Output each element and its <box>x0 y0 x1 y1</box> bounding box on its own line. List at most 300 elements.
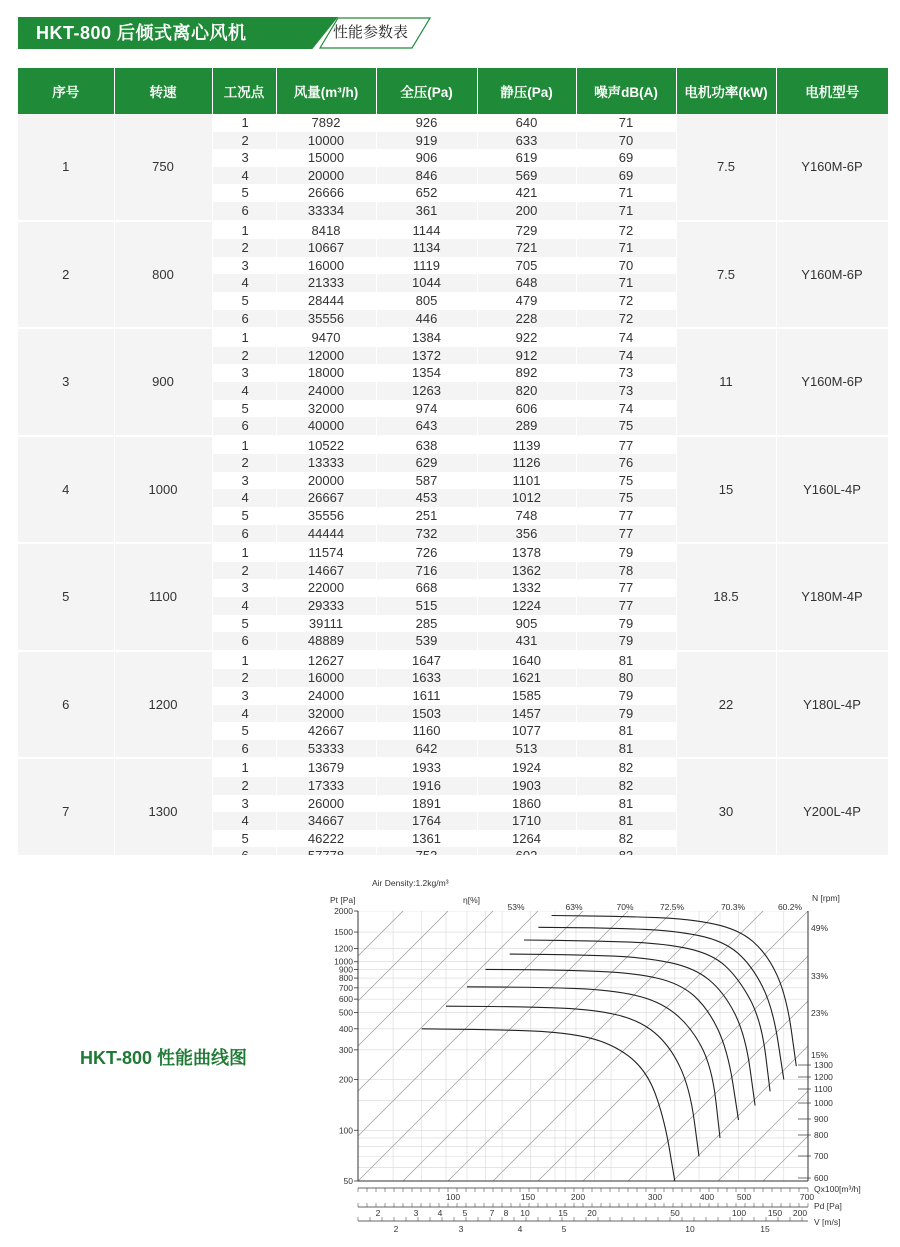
operating-point-cell: 5 <box>212 292 276 310</box>
table-row <box>18 328 888 347</box>
y-tick-label: 500 <box>338 1007 353 1018</box>
static-pressure-cell: 922 <box>477 328 576 347</box>
airflow-cell: 35556 <box>276 507 376 525</box>
airflow-cell: 26000 <box>276 795 376 813</box>
static-pressure-cell: 705 <box>477 257 576 275</box>
y-tick-label: 50 <box>343 1176 353 1186</box>
total-pressure-cell: 251 <box>376 507 477 525</box>
pd-tick-label: 150 <box>767 1208 783 1218</box>
v-tick-label: 5 <box>561 1224 567 1234</box>
total-pressure-cell: 926 <box>376 114 477 132</box>
y-tick-label: 1000 <box>334 956 353 967</box>
v-tick-label: 10 <box>685 1224 695 1234</box>
static-pressure-cell: 1860 <box>477 795 576 813</box>
total-pressure-cell: 1144 <box>376 221 477 240</box>
noise-cell: 78 <box>576 562 676 580</box>
motor-power-cell: 11 <box>676 328 776 436</box>
table-body <box>18 114 888 866</box>
banner-subtitle-box <box>308 17 431 49</box>
noise-cell: 77 <box>576 436 676 455</box>
airflow-cell: 9470 <box>276 328 376 347</box>
total-pressure-cell: 805 <box>376 292 477 310</box>
noise-cell: 72 <box>576 310 676 329</box>
total-pressure-cell: 643 <box>376 417 477 436</box>
total-pressure-cell: 1503 <box>376 705 477 723</box>
operating-point-cell: 2 <box>212 777 276 795</box>
total-pressure-cell: 974 <box>376 400 477 418</box>
pd-tick-label: 15 <box>558 1208 568 1218</box>
operating-point-cell: 6 <box>212 632 276 651</box>
noise-cell: 77 <box>576 525 676 544</box>
static-pressure-cell: 1101 <box>477 472 576 490</box>
column-header: 序号 <box>18 68 114 114</box>
static-pressure-cell: 820 <box>477 382 576 400</box>
noise-cell: 70 <box>576 257 676 275</box>
airflow-cell: 22000 <box>276 579 376 597</box>
airflow-cell: 8418 <box>276 221 376 240</box>
fan-curve-600 <box>422 1029 675 1181</box>
airflow-cell: 42667 <box>276 722 376 740</box>
fan-curve-1200 <box>538 927 783 1079</box>
v-tick-label: 3 <box>458 1224 464 1234</box>
airflow-cell: 12627 <box>276 651 376 670</box>
noise-cell: 75 <box>576 489 676 507</box>
operating-point-cell: 1 <box>212 651 276 670</box>
motor-power-cell: 7.5 <box>676 114 776 221</box>
noise-cell: 82 <box>576 777 676 795</box>
operating-point-cell: 3 <box>212 364 276 382</box>
motor-power-cell: 22 <box>676 651 776 759</box>
static-pressure-cell: 905 <box>477 615 576 633</box>
operating-point-cell: 3 <box>212 149 276 167</box>
operating-point-cell: 2 <box>212 347 276 365</box>
operating-point-cell: 5 <box>212 830 276 848</box>
group-number-cell: 1 <box>18 114 114 221</box>
static-pressure-cell: 1332 <box>477 579 576 597</box>
noise-cell: 76 <box>576 454 676 472</box>
static-pressure-cell: 729 <box>477 221 576 240</box>
system-line <box>538 911 808 1181</box>
static-pressure-cell: 1077 <box>477 722 576 740</box>
operating-point-cell: 6 <box>212 202 276 221</box>
total-pressure-cell: 732 <box>376 525 477 544</box>
q-tick-label: 200 <box>570 1192 586 1202</box>
total-pressure-cell: 1263 <box>376 382 477 400</box>
speed-tick-label: 900 <box>814 1114 829 1124</box>
static-pressure-cell: 648 <box>477 274 576 292</box>
v-tick-label: 15 <box>760 1224 770 1234</box>
speed-cell: 1300 <box>114 758 212 866</box>
q-tick-label: 500 <box>736 1192 752 1202</box>
motor-power-cell: 15 <box>676 436 776 544</box>
motor-model-cell: Y160M-6P <box>776 221 888 329</box>
airflow-cell: 29333 <box>276 597 376 615</box>
noise-cell: 74 <box>576 328 676 347</box>
airflow-cell: 13333 <box>276 454 376 472</box>
noise-cell: 82 <box>576 758 676 777</box>
efficiency-tick-label: 70.3% <box>720 902 746 912</box>
noise-cell: 81 <box>576 651 676 670</box>
motor-model-cell: Y180L-4P <box>776 651 888 759</box>
performance-table <box>18 68 889 867</box>
noise-cell: 81 <box>576 722 676 740</box>
total-pressure-cell: 642 <box>376 740 477 759</box>
total-pressure-cell: 846 <box>376 167 477 185</box>
motor-model-cell: Y160M-6P <box>776 114 888 221</box>
group-number-cell: 3 <box>18 328 114 436</box>
static-pressure-cell: 569 <box>477 167 576 185</box>
total-pressure-cell: 1160 <box>376 722 477 740</box>
total-pressure-cell: 361 <box>376 202 477 221</box>
table-row <box>18 114 888 132</box>
total-pressure-cell: 726 <box>376 543 477 562</box>
total-pressure-cell: 453 <box>376 489 477 507</box>
operating-point-cell: 4 <box>212 167 276 185</box>
noise-cell: 79 <box>576 543 676 562</box>
static-pressure-cell: 619 <box>477 149 576 167</box>
y-tick-label: 100 <box>338 1125 353 1136</box>
operating-point-cell: 6 <box>212 740 276 759</box>
total-pressure-cell: 1933 <box>376 758 477 777</box>
operating-point-cell: 4 <box>212 382 276 400</box>
column-header: 电机型号 <box>776 68 888 114</box>
pd-tick-label: 5 <box>462 1208 468 1218</box>
static-pressure-cell: 228 <box>477 310 576 329</box>
y-axis-label: Pt [Pa] <box>330 895 356 905</box>
total-pressure-cell: 629 <box>376 454 477 472</box>
static-pressure-cell: 721 <box>477 239 576 257</box>
total-pressure-cell: 1764 <box>376 812 477 830</box>
total-pressure-cell: 1891 <box>376 795 477 813</box>
motor-power-cell: 30 <box>676 758 776 866</box>
total-pressure-cell: 652 <box>376 184 477 202</box>
y-tick-label: 1500 <box>334 927 353 938</box>
static-pressure-cell: 748 <box>477 507 576 525</box>
efficiency-tick-label: 60.2% <box>777 902 803 912</box>
static-pressure-cell: 289 <box>477 417 576 436</box>
airflow-cell: 32000 <box>276 705 376 723</box>
static-pressure-cell: 1585 <box>477 687 576 705</box>
group-number-cell: 7 <box>18 758 114 866</box>
system-line <box>320 911 583 1181</box>
column-header: 全压(Pa) <box>376 68 477 114</box>
y-tick-label: 2000 <box>334 906 353 916</box>
operating-point-cell: 1 <box>212 758 276 777</box>
pd-tick-label: 8 <box>503 1208 509 1218</box>
y-tick-label: 900 <box>338 964 353 975</box>
column-header: 转速 <box>114 68 212 114</box>
power-ratio-label: 33% <box>811 971 829 981</box>
operating-point-cell: 5 <box>212 722 276 740</box>
table-row <box>18 221 888 240</box>
efficiency-tick-label: 53% <box>507 902 525 912</box>
y-tick-label: 700 <box>338 982 353 993</box>
column-header: 静压(Pa) <box>477 68 576 114</box>
total-pressure-cell: 446 <box>376 310 477 329</box>
airflow-cell: 21333 <box>276 274 376 292</box>
total-pressure-cell: 1611 <box>376 687 477 705</box>
noise-cell: 79 <box>576 687 676 705</box>
operating-point-cell: 2 <box>212 239 276 257</box>
pd-axis-label: Pd [Pa] <box>814 1201 842 1211</box>
speed-tick-label: 1100 <box>814 1084 833 1094</box>
table-row <box>18 758 888 777</box>
static-pressure-cell: 1126 <box>477 454 576 472</box>
q-tick-label: 150 <box>520 1192 536 1202</box>
static-pressure-cell: 1139 <box>477 436 576 455</box>
airflow-cell: 13679 <box>276 758 376 777</box>
y-tick-label: 1200 <box>334 943 353 954</box>
airflow-cell: 53333 <box>276 740 376 759</box>
noise-cell: 79 <box>576 632 676 651</box>
system-line <box>493 911 763 1181</box>
group-number-cell: 5 <box>18 543 114 651</box>
static-pressure-cell: 356 <box>477 525 576 544</box>
static-pressure-cell: 200 <box>477 202 576 221</box>
total-pressure-cell: 1916 <box>376 777 477 795</box>
pd-tick-label: 50 <box>670 1208 680 1218</box>
pd-tick-label: 3 <box>413 1208 419 1218</box>
airflow-cell: 10522 <box>276 436 376 455</box>
static-pressure-cell: 421 <box>477 184 576 202</box>
total-pressure-cell: 668 <box>376 579 477 597</box>
y-tick-label: 400 <box>338 1023 353 1034</box>
pd-tick-label: 100 <box>731 1208 747 1218</box>
static-pressure-cell: 633 <box>477 132 576 150</box>
v-tick-label: 2 <box>393 1224 399 1234</box>
operating-point-cell: 3 <box>212 579 276 597</box>
noise-cell: 71 <box>576 274 676 292</box>
airflow-cell: 18000 <box>276 364 376 382</box>
airflow-cell: 28444 <box>276 292 376 310</box>
efficiency-tick-label: 70% <box>616 902 634 912</box>
total-pressure-cell: 1647 <box>376 651 477 670</box>
noise-cell: 75 <box>576 472 676 490</box>
noise-cell: 69 <box>576 167 676 185</box>
airflow-cell: 20000 <box>276 472 376 490</box>
static-pressure-cell: 1012 <box>477 489 576 507</box>
operating-point-cell: 3 <box>212 257 276 275</box>
column-header: 噪声dB(A) <box>576 68 676 114</box>
static-pressure-cell: 1362 <box>477 562 576 580</box>
total-pressure-cell: 1044 <box>376 274 477 292</box>
airflow-cell: 12000 <box>276 347 376 365</box>
fan-curve-800 <box>467 987 720 1138</box>
operating-point-cell: 4 <box>212 489 276 507</box>
static-pressure-cell: 1264 <box>477 830 576 848</box>
group-number-cell: 2 <box>18 221 114 329</box>
total-pressure-cell: 515 <box>376 597 477 615</box>
operating-point-cell: 6 <box>212 310 276 329</box>
airflow-cell: 39111 <box>276 615 376 633</box>
page-title: HKT-800 后倾式离心风机 <box>36 23 247 43</box>
table-row <box>18 651 888 670</box>
operating-point-cell: 2 <box>212 562 276 580</box>
total-pressure-cell: 539 <box>376 632 477 651</box>
performance-curve-chart <box>320 868 880 1238</box>
airflow-cell: 35556 <box>276 310 376 329</box>
airflow-cell: 48889 <box>276 632 376 651</box>
operating-point-cell: 3 <box>212 472 276 490</box>
motor-power-cell: 18.5 <box>676 543 776 651</box>
pd-tick-label: 20 <box>587 1208 597 1218</box>
static-pressure-cell: 431 <box>477 632 576 651</box>
total-pressure-cell: 1384 <box>376 328 477 347</box>
operating-point-cell: 6 <box>212 417 276 436</box>
noise-cell: 77 <box>576 579 676 597</box>
total-pressure-cell: 919 <box>376 132 477 150</box>
noise-cell: 81 <box>576 740 676 759</box>
airflow-cell: 32000 <box>276 400 376 418</box>
operating-point-cell: 1 <box>212 436 276 455</box>
table-row <box>18 436 888 455</box>
noise-cell: 79 <box>576 615 676 633</box>
static-pressure-cell: 1457 <box>477 705 576 723</box>
operating-point-cell: 4 <box>212 705 276 723</box>
efficiency-label: η[%] <box>463 895 481 905</box>
noise-cell: 73 <box>576 364 676 382</box>
q-tick-label: 100 <box>445 1192 461 1202</box>
power-ratio-label: 15% <box>811 1050 829 1060</box>
system-line <box>358 911 628 1181</box>
noise-cell: 73 <box>576 382 676 400</box>
speed-tick-label: 1200 <box>814 1072 833 1082</box>
static-pressure-cell: 1924 <box>477 758 576 777</box>
noise-cell: 77 <box>576 507 676 525</box>
pd-tick-label: 10 <box>520 1208 530 1218</box>
noise-cell: 82 <box>576 830 676 848</box>
airflow-cell: 17333 <box>276 777 376 795</box>
airflow-cell: 26667 <box>276 489 376 507</box>
static-pressure-cell: 479 <box>477 292 576 310</box>
group-number-cell: 4 <box>18 436 114 544</box>
noise-cell: 72 <box>576 221 676 240</box>
total-pressure-cell: 716 <box>376 562 477 580</box>
airflow-cell: 20000 <box>276 167 376 185</box>
noise-cell: 72 <box>576 292 676 310</box>
noise-cell: 71 <box>576 239 676 257</box>
column-header: 电机功率(kW) <box>676 68 776 114</box>
airflow-cell: 16000 <box>276 669 376 687</box>
static-pressure-cell: 606 <box>477 400 576 418</box>
total-pressure-cell: 587 <box>376 472 477 490</box>
motor-model-cell: Y160M-6P <box>776 328 888 436</box>
air-density-annotation: Air Density:1.2kg/m³ <box>372 878 449 888</box>
noise-cell: 80 <box>576 669 676 687</box>
speed-cell: 750 <box>114 114 212 221</box>
airflow-cell: 10000 <box>276 132 376 150</box>
y-tick-label: 600 <box>338 994 353 1005</box>
static-pressure-cell: 1903 <box>477 777 576 795</box>
total-pressure-cell: 1372 <box>376 347 477 365</box>
noise-cell: 79 <box>576 705 676 723</box>
static-pressure-cell: 892 <box>477 364 576 382</box>
motor-model-cell: Y160L-4P <box>776 436 888 544</box>
pd-tick-label: 2 <box>375 1208 381 1218</box>
operating-point-cell: 2 <box>212 132 276 150</box>
chart-title: HKT-800 性能曲线图 <box>80 1048 248 1068</box>
static-pressure-cell: 513 <box>477 740 576 759</box>
column-header: 风量(m³/h) <box>276 68 376 114</box>
operating-point-cell: 5 <box>212 184 276 202</box>
pd-tick-label: 7 <box>489 1208 495 1218</box>
power-ratio-label: 49% <box>811 923 829 933</box>
pd-tick-label: 4 <box>437 1208 443 1218</box>
operating-point-cell: 5 <box>212 400 276 418</box>
operating-point-cell: 5 <box>212 507 276 525</box>
noise-cell: 81 <box>576 812 676 830</box>
efficiency-tick-label: 63% <box>565 902 583 912</box>
static-pressure-cell: 1224 <box>477 597 576 615</box>
noise-cell: 74 <box>576 347 676 365</box>
noise-cell: 71 <box>576 114 676 132</box>
motor-power-cell: 7.5 <box>676 221 776 329</box>
operating-point-cell: 4 <box>212 597 276 615</box>
static-pressure-cell: 912 <box>477 347 576 365</box>
operating-point-cell: 4 <box>212 274 276 292</box>
speed-cell: 800 <box>114 221 212 329</box>
y-tick-label: 300 <box>338 1044 353 1055</box>
column-header: 工况点 <box>212 68 276 114</box>
static-pressure-cell: 1710 <box>477 812 576 830</box>
q-tick-label: 400 <box>699 1192 715 1202</box>
airflow-cell: 11574 <box>276 543 376 562</box>
power-ratio-label: 23% <box>811 1008 829 1018</box>
speed-tick-label: 1000 <box>814 1098 833 1108</box>
noise-cell: 75 <box>576 417 676 436</box>
q-axis-label: Qx100[m³/h] <box>814 1184 861 1194</box>
operating-point-cell: 2 <box>212 669 276 687</box>
operating-point-cell: 3 <box>212 795 276 813</box>
airflow-cell: 46222 <box>276 830 376 848</box>
noise-cell: 69 <box>576 149 676 167</box>
airflow-cell: 26666 <box>276 184 376 202</box>
total-pressure-cell: 285 <box>376 615 477 633</box>
airflow-cell: 34667 <box>276 812 376 830</box>
airflow-cell: 44444 <box>276 525 376 544</box>
speed-tick-label: 600 <box>814 1173 829 1183</box>
motor-model-cell: Y200L-4P <box>776 758 888 866</box>
operating-point-cell: 1 <box>212 221 276 240</box>
static-pressure-cell: 1640 <box>477 651 576 670</box>
noise-cell: 77 <box>576 597 676 615</box>
airflow-cell: 15000 <box>276 149 376 167</box>
airflow-cell: 7892 <box>276 114 376 132</box>
airflow-cell: 33334 <box>276 202 376 221</box>
motor-model-cell: Y180M-4P <box>776 543 888 651</box>
noise-cell: 70 <box>576 132 676 150</box>
operating-point-cell: 1 <box>212 114 276 132</box>
operating-point-cell: 3 <box>212 687 276 705</box>
total-pressure-cell: 1119 <box>376 257 477 275</box>
table-row <box>18 543 888 562</box>
airflow-cell: 24000 <box>276 382 376 400</box>
system-line <box>403 911 673 1181</box>
page-subtitle: 性能参数表 <box>333 24 409 41</box>
y-tick-label: 800 <box>338 973 353 984</box>
fan-curve-1100 <box>524 940 770 1091</box>
speed-tick-label: 1300 <box>814 1060 833 1070</box>
airflow-cell: 40000 <box>276 417 376 436</box>
total-pressure-cell: 1134 <box>376 239 477 257</box>
pd-tick-label: 200 <box>792 1208 808 1218</box>
operating-point-cell: 1 <box>212 328 276 347</box>
airflow-cell: 16000 <box>276 257 376 275</box>
speed-cell: 1000 <box>114 436 212 544</box>
y-tick-label: 200 <box>338 1074 353 1085</box>
total-pressure-cell: 638 <box>376 436 477 455</box>
noise-cell: 81 <box>576 795 676 813</box>
